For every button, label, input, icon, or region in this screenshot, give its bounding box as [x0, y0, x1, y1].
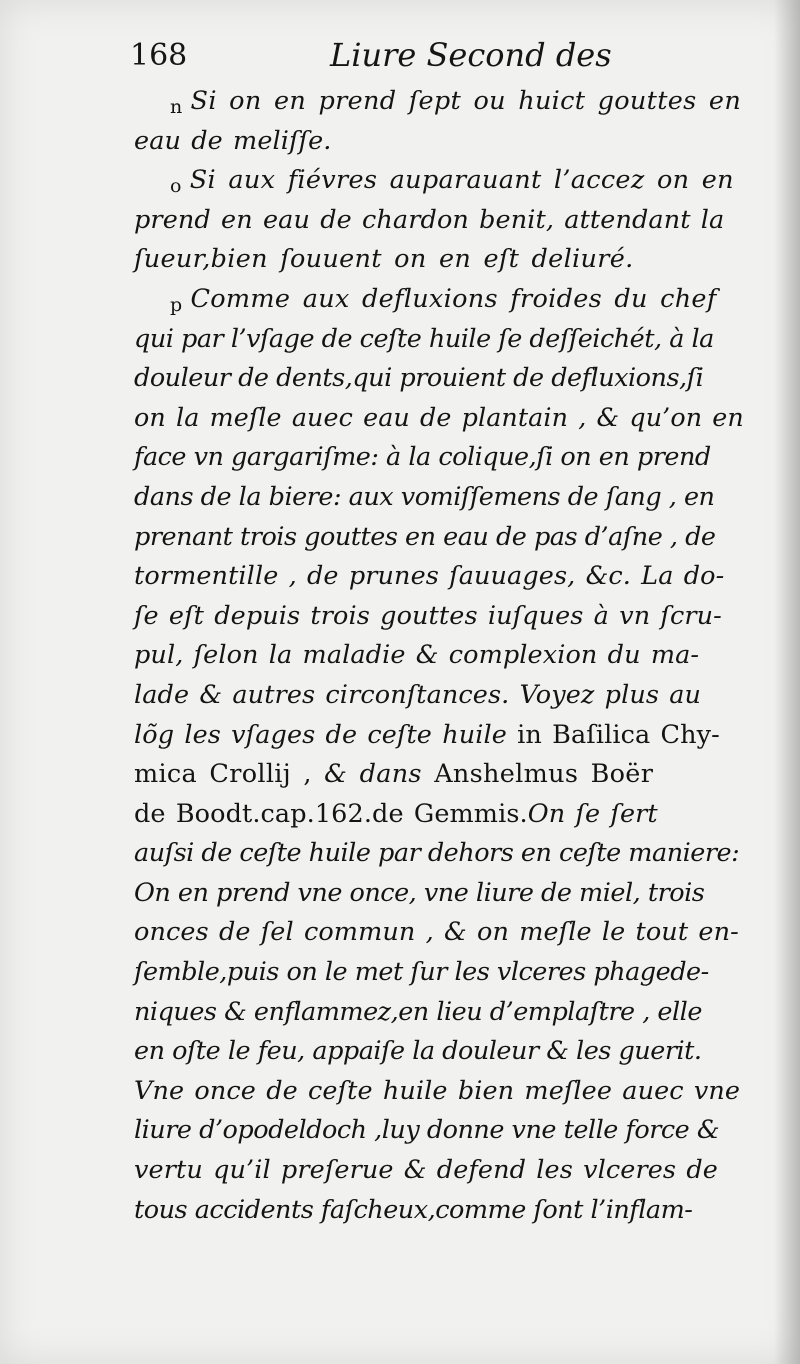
- italic-text-segment: lõg les vſages de ceſte huile: [134, 719, 518, 750]
- italic-text-segment: on la meſle auec eau de plantain , & qu’on en: [134, 402, 744, 433]
- italic-text-segment: tormentille , de prunes ſauuages, &c. La do-: [134, 561, 725, 592]
- italic-text-segment: Comme aux defluxions froides du chef: [190, 283, 717, 314]
- roman-text-segment: in Baſilica Chy-: [517, 719, 720, 750]
- text-line: [134, 676, 744, 716]
- text-line: [134, 201, 744, 241]
- running-head: Liure Second des: [330, 36, 612, 74]
- text-line: [134, 755, 744, 795]
- italic-text-segment: eau de meliſſe.: [134, 125, 332, 156]
- page-number: 168: [130, 38, 188, 73]
- text-line: [134, 1151, 744, 1191]
- italic-text-segment: douleur de dents,qui prouient de defluxions,ſi: [134, 363, 704, 394]
- paragraph-marker: n: [170, 96, 183, 118]
- italic-text-segment: On ſe ſert: [527, 798, 658, 829]
- italic-text-segment: pul, ſelon la maladie & complexion du ma-: [134, 640, 700, 671]
- italic-text-segment: Si on en prend ſept ou huict gouttes en: [190, 86, 742, 116]
- paragraph-marker: o: [170, 175, 182, 198]
- italic-text-segment: Vne once de ceſte huile bien meſlee auec vne: [134, 1075, 741, 1106]
- text-line: [134, 161, 744, 201]
- text-line: [134, 1032, 744, 1072]
- text-line: [134, 518, 744, 558]
- text-line: [134, 82, 744, 122]
- text-line: [134, 636, 744, 676]
- body-text: [134, 82, 744, 1230]
- text-line: [134, 1072, 744, 1112]
- roman-text-segment: mica Crollij ,: [134, 759, 325, 790]
- italic-text-segment: & dans: [324, 759, 435, 790]
- paragraph-marker: p: [170, 293, 183, 316]
- text-line: [134, 438, 744, 478]
- italic-text-segment: niques & enflammez,en lieu d’emplaſtre , elle: [134, 996, 702, 1027]
- italic-text-segment: On en prend vne once, vne liure de miel, trois: [134, 877, 705, 908]
- page-header: [130, 30, 730, 80]
- text-line: [134, 1191, 744, 1231]
- italic-text-segment: ſueur,bien ſouuent on en eſt deliuré.: [134, 244, 634, 275]
- italic-text-segment: qui par l’vſage de ceſte huile ſe deſſeichét, à la: [134, 323, 714, 354]
- italic-text-segment: face vn gargariſme: à la colique,ſi on en prend: [134, 442, 711, 473]
- roman-text-segment: Anshelmus Boër: [434, 759, 654, 790]
- text-line: [134, 993, 744, 1033]
- text-line: [134, 834, 744, 874]
- text-line: [134, 953, 744, 993]
- text-line: [134, 240, 744, 280]
- page-edge-shadow: [774, 0, 800, 1364]
- italic-text-segment: auſsi de ceſte huile par dehors en ceſte maniere:: [134, 838, 740, 869]
- italic-text-segment: ſe eſt depuis trois gouttes iuſques à vn ſcru-: [134, 600, 722, 631]
- text-line: [134, 399, 744, 439]
- italic-text-segment: tous accidents faſcheux,comme ſont l’inflam-: [134, 1194, 693, 1225]
- italic-text-segment: vertu qu’il preſerue & defend les vlceres de: [134, 1155, 718, 1186]
- text-line: [134, 280, 744, 320]
- italic-text-segment: lade & autres circonſtances. Voyez plus au: [134, 679, 702, 710]
- italic-text-segment: Si aux fiévres auparauant l’accez on en: [189, 165, 734, 196]
- italic-text-segment: ſemble,puis on le met ſur les vlceres phagede-: [134, 957, 709, 988]
- text-line: [134, 874, 744, 914]
- italic-text-segment: liure d’opodeldoch ,luy donne vne telle force &: [134, 1115, 720, 1146]
- text-line: [134, 320, 744, 360]
- text-line: [134, 597, 744, 637]
- italic-text-segment: prenant trois gouttes en eau de pas d’aſne , de: [134, 521, 716, 552]
- text-line: [134, 1111, 744, 1151]
- text-line: [134, 716, 744, 756]
- text-line: [134, 557, 744, 597]
- text-line: [134, 913, 744, 953]
- italic-text-segment: en oſte le feu, appaiſe la douleur & les guerit.: [134, 1036, 702, 1067]
- italic-text-segment: prend en eau de chardon benit, attendant la: [134, 204, 725, 235]
- text-line: [134, 478, 744, 518]
- text-line: [134, 795, 744, 835]
- text-line: [134, 359, 744, 399]
- italic-text-segment: dans de la biere: aux vomiſſemens de ſang , en: [134, 481, 715, 512]
- roman-text-segment: de Boodt.cap.162.de Gemmis.: [134, 798, 528, 829]
- italic-text-segment: onces de ſel commun , & on meſle le tout en-: [134, 917, 739, 948]
- text-line: [134, 122, 744, 162]
